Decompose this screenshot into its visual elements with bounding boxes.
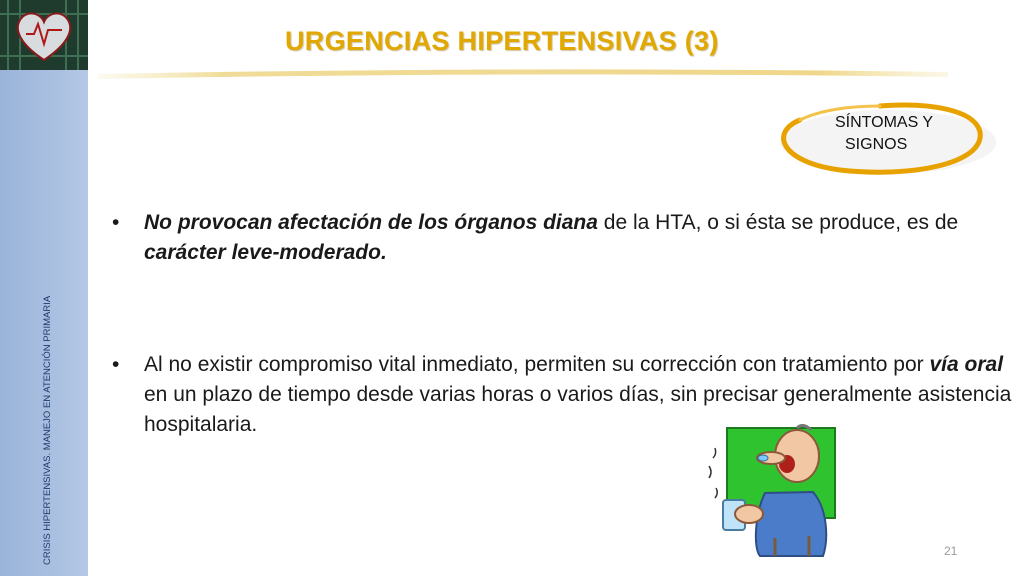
- bullet-dot: •: [112, 353, 120, 376]
- page-number: 21: [944, 544, 958, 558]
- sidebar-vertical-text: CRISIS HIPERTENSIVAS. MANEJO EN ATENCIÓN PRIMARIA: [42, 295, 53, 565]
- badge-line1: SÍNTOMAS Y: [835, 114, 934, 131]
- bullet-emphasis: vía oral: [929, 353, 1004, 376]
- bullet-item: [110, 208, 1004, 268]
- bullet-text: Al no existir compromiso vital inmediato, permiten su corrección con tratamiento por: [144, 353, 930, 376]
- badge-line2: SIGNOS: [845, 136, 908, 153]
- sidebar: [0, 0, 88, 576]
- bullet-item: [110, 350, 1014, 440]
- heart-logo: [0, 0, 88, 70]
- title-underline: [98, 66, 948, 80]
- bullet-text: de la HTA, o si ésta se produce, es de: [597, 211, 959, 234]
- man-taking-pill-illustration: [705, 418, 850, 558]
- bullet-text: en un plazo de tiempo desde varias horas o varios días, sin precisar generalmente asistencia hospitalaria.: [144, 383, 1012, 436]
- symptoms-badge-label: [835, 112, 965, 156]
- page-title: URGENCIAS HIPERTENSIVAS (3): [285, 26, 719, 56]
- bullet-emphasis: No provocan afectación de los órganos diana: [144, 211, 598, 234]
- bullet-dot: •: [112, 211, 120, 234]
- bullet-emphasis: carácter leve-moderado.: [144, 241, 387, 264]
